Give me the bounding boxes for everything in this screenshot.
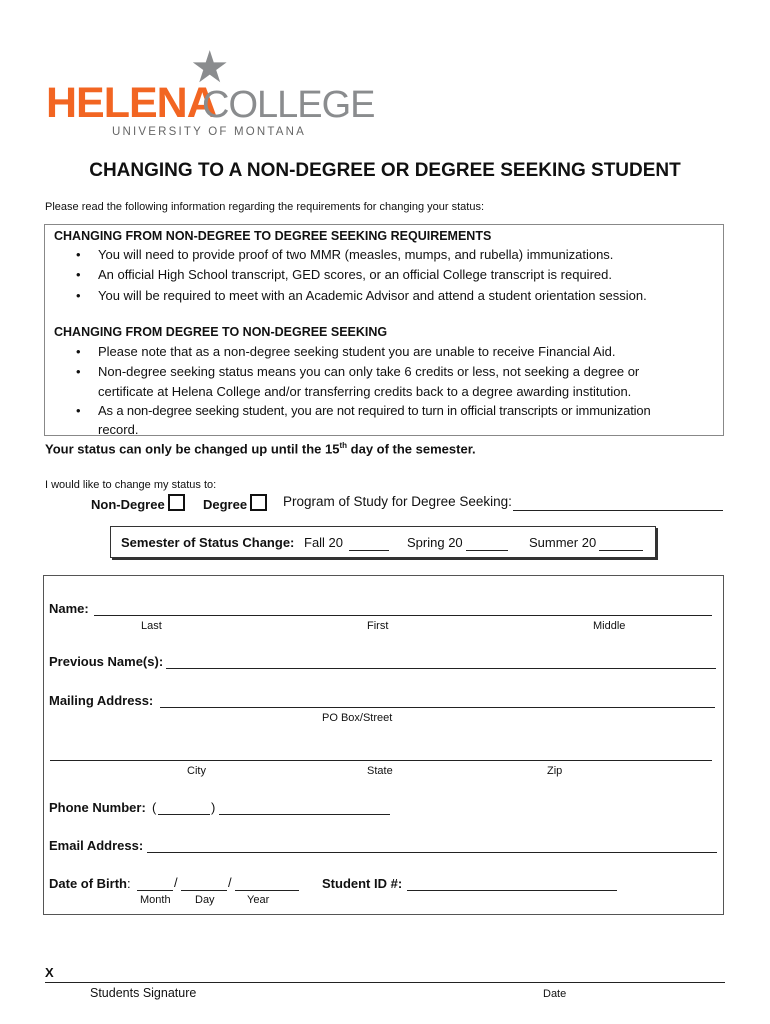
phone-paren-open: ( [152,800,157,815]
state-caption: State [367,765,393,777]
logo-brand: HELENA [46,79,217,127]
name-field[interactable] [94,615,712,616]
logo-college: COLLEGE [202,84,375,126]
dob-year-field[interactable] [235,890,299,891]
email-label: Email Address: [49,838,144,853]
middle-caption: Middle [593,620,626,632]
first-caption: First [367,620,389,632]
star-icon: ★ [190,43,230,92]
phone-area-code-field[interactable] [158,814,210,815]
previous-names-field[interactable] [166,668,716,669]
status-deadline-note: Your status can only be changed up until the 15th day of the semester. [45,441,476,457]
option-non-degree[interactable]: Non-Degree [91,494,185,512]
semester-label: Semester of Status Change: [121,535,295,550]
city-state-zip-field[interactable] [50,760,712,761]
email-field[interactable] [147,852,717,853]
month-caption: Month [140,894,171,906]
spring-option: Spring 20 [407,535,463,550]
city-caption: City [187,765,206,777]
signature-x-mark: X [45,965,54,980]
semester-box [110,526,656,558]
name-label: Name: [49,601,89,616]
non-degree-checkbox[interactable] [168,494,185,511]
dob-slash: / [228,875,232,890]
zip-caption: Zip [547,765,563,777]
signature-field[interactable] [45,982,725,983]
date-caption: Date [543,988,567,1000]
last-caption: Last [141,620,162,632]
summer-option: Summer 20 [529,535,597,550]
page-title: CHANGING TO A NON-DEGREE OR DEGREE SEEKING STUDENT [89,160,681,181]
dob-slash: / [174,875,178,890]
logo-subtitle: UNIVERSITY OF MONTANA [112,126,307,138]
signature-caption: Students Signature [90,986,197,1000]
dob-label: Date of Birth: [49,876,131,891]
previous-names-label: Previous Name(s): [49,654,164,669]
section1-heading: CHANGING FROM NON-DEGREE TO DEGREE SEEKING REQUIREMENTS [54,229,492,243]
student-id-label: Student ID #: [322,876,403,891]
program-of-study-field[interactable] [513,510,723,511]
phone-paren-close: ) [211,800,216,815]
dob-day-field[interactable] [181,890,227,891]
degree-checkbox[interactable] [250,494,267,511]
phone-number-field[interactable] [219,814,390,815]
mailing-address-field[interactable] [160,707,715,708]
po-box-caption: PO Box/Street [322,712,393,724]
dob-month-field[interactable] [137,890,173,891]
student-info-form [43,575,724,915]
year-caption: Year [247,894,270,906]
requirements-box: CHANGING FROM NON-DEGREE TO DEGREE SEEKING REQUIREMENTS • You will need to provide proof of two MMR (measles, mumps, and rubella) immunizations. • An official High School transcript, GED scores, or an official College transcript is required. • You will be required to meet with an Academic Advisor and attend a student orientation session. CHANGING FROM DEGREE TO NON-DEGREE SEEKING • Please note that as a non-degree seeking student you are unable to receive Financial Aid. • Non-degree seeking status means you can only take 6 credits or less, not seeking a degree or certificate at Helena College and/or transferring credits back to a degree awarding institution. • As a non-degree seeking student, you are not required to turn in official transcripts or immunization record. [44,224,724,436]
intro-text: Please read the following information regarding the requirements for changing your status: [45,201,485,213]
program-of-study-label: Program of Study for Degree Seeking: [283,494,512,509]
spring-year-field[interactable] [466,550,508,551]
phone-label: Phone Number: [49,800,146,815]
change-prompt: I would like to change my status to: [45,479,217,491]
summer-year-field[interactable] [599,550,643,551]
fall-year-field[interactable] [349,550,389,551]
section2-heading: CHANGING FROM DEGREE TO NON-DEGREE SEEKING [54,325,388,339]
option-degree[interactable]: Degree [203,494,267,512]
day-caption: Day [195,894,215,906]
mailing-address-label: Mailing Address: [49,693,154,708]
helena-college-logo [46,43,375,142]
student-id-field[interactable] [407,890,617,891]
fall-option: Fall 20 [304,535,344,550]
